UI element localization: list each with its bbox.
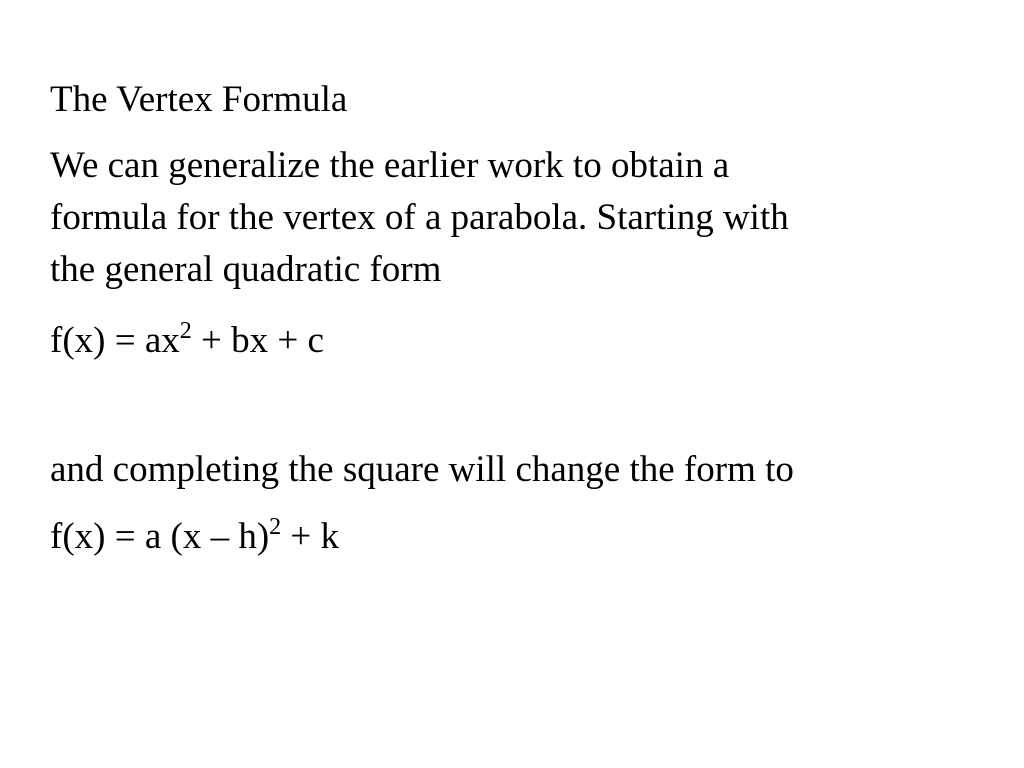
connector-text: and completing the square will change the form to [50,449,794,490]
intro-line: formula for the vertex of a parabola. Starting with [50,197,789,238]
intro-paragraph [50,140,990,296]
exponent: 2 [269,514,282,540]
intro-line: We can generalize the earlier work to obtain a [50,145,730,186]
intro-line: the general quadratic form [50,249,442,290]
equation-text: f(x) = ax [50,320,180,361]
equation-text: f(x) = a (x – h) [50,516,270,557]
general-form-equation [50,315,324,367]
vertex-form-equation [50,511,339,563]
slide-title: The Vertex Formula [50,79,348,120]
equation-text: + bx + c [191,320,324,361]
equation-text: + k [281,516,340,557]
exponent: 2 [179,318,192,344]
